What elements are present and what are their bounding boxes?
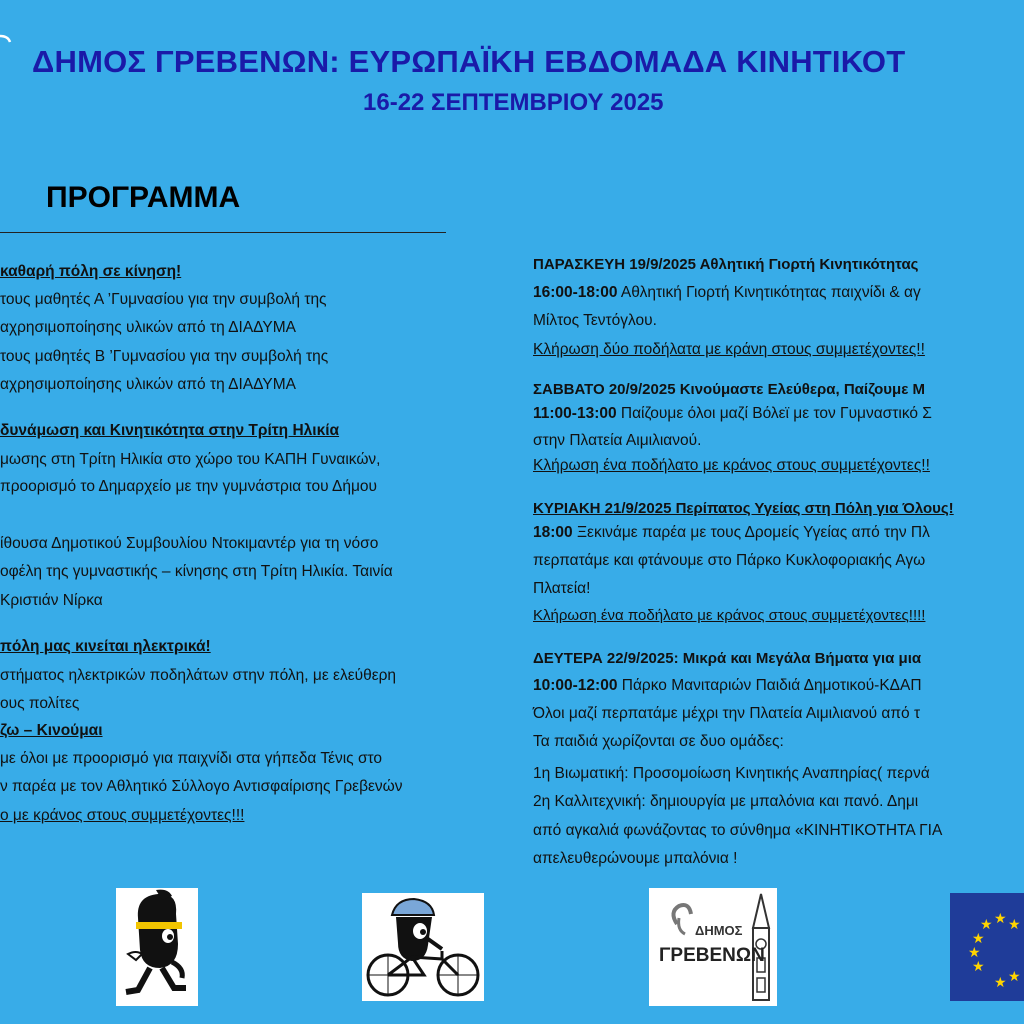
cyclist-mascot-icon — [362, 893, 484, 1001]
svg-text:★: ★ — [1008, 969, 1021, 985]
eu-flag-logo — [950, 893, 1024, 1001]
text-line: Κριστιάν Νίρκα — [0, 592, 103, 609]
municipality-logo-word: ΔΗΜΟΣ — [695, 923, 743, 938]
corner-mark-icon — [0, 34, 14, 48]
text-line: 2η Καλλιτεχνική: δημιουργία με μπαλόνια και πανό. Δημι — [533, 793, 919, 810]
svg-text:★: ★ — [972, 931, 985, 947]
raffle-line: ο με κράνος στους συμμετέχοντες!!! — [0, 807, 245, 824]
svg-text:★: ★ — [994, 911, 1007, 927]
event-dates: 16-22 ΣΕΠΤΕΜΒΡΙΟΥ 2025 — [363, 89, 664, 116]
sunday-time: 18:00 — [533, 524, 573, 541]
friday-text: Αθλητική Γιορτή Κινητικότητας παιχνίδι & αγ — [617, 284, 921, 301]
text-line: προορισμό το Δημαρχείο με την γυμνάστρια του Δήμου — [0, 478, 377, 495]
runner-mascot-logo — [116, 888, 198, 1006]
section-clean-city-heading: καθαρή πόλη σε κίνηση! — [0, 263, 182, 280]
text-line: Τα παιδιά χωρίζονται σε δυο ομάδες: — [533, 733, 784, 750]
sunday-raffle: Κλήρωση ένα ποδήλατο με κράνος στους συμμετέχοντες!!!! — [533, 607, 926, 624]
saturday-time: 11:00-13:00 — [533, 405, 617, 422]
saturday-raffle: Κλήρωση ένα ποδήλατο με κράνος στους συμμετέχοντες!! — [533, 457, 930, 474]
friday-line-1 — [533, 284, 921, 302]
text-line: στην Πλατεία Αιμιλιανού. — [533, 432, 702, 449]
text-line: Πλατεία! — [533, 580, 591, 597]
sunday-heading: ΚΥΡΙΑΚΗ 21/9/2025 Περίπατος Υγείας στη Πόλη για Όλους! — [533, 500, 954, 517]
text-line: αχρησιμοποίησης υλικών από τη ΔΙΑΔΥΜΑ — [0, 319, 296, 336]
friday-time: 16:00-18:00 — [533, 284, 618, 301]
text-line: ίθουσα Δημοτικού Συμβουλίου Ντοκιμαντέρ για τη νόσο — [0, 535, 379, 552]
text-line: Όλοι μαζί περπατάμε μέχρι την Πλατεία Αιμιλιανού από τ — [533, 705, 921, 722]
text-line: περπατάμε και φτάνουμε στο Πάρκο Κυκλοφοριακής Αγω — [533, 552, 926, 569]
text-line: τους μαθητές Β ’Γυμνασίου για την συμβολή της — [0, 348, 329, 365]
text-line: ους πολίτες — [0, 695, 80, 712]
cyclist-mascot-logo — [362, 893, 484, 1001]
text-line: στήματος ηλεκτρικών ποδηλάτων στην πόλη, με ελεύθερη — [0, 667, 397, 684]
monday-heading: ΔΕΥΤΕΡΑ 22/9/2025: Μικρά και Μεγάλα Βήματα για μια — [533, 650, 922, 667]
sunday-line-1 — [533, 524, 930, 542]
svg-text:★: ★ — [968, 945, 981, 961]
text-line: με όλοι με προορισμό για παιχνίδι στα γήπεδα Τένις στο — [0, 750, 383, 767]
text-line: μωσης στη Τρίτη Ηλικία στο χώρο του ΚΑΠΗ Γυναικών, — [0, 451, 381, 468]
monday-text: Πάρκο Μανιταριών Παιδιά Δημοτικού-ΚΔΑΠ — [617, 677, 922, 694]
text-line: από αγκαλιά φωνάζοντας το σύνθημα «ΚΙΝΗΤΙΚΟΤΗΤΑ ΓΙΑ — [533, 822, 943, 839]
page-title: ΔΗΜΟΣ ΓΡΕΒΕΝΩΝ: ΕΥΡΩΠΑΪΚΗ ΕΒΔΟΜΑΔΑ ΚΙΝΗΤΙΚΟΤ — [32, 44, 906, 79]
text-line: Μίλτος Τεντόγλου. — [533, 312, 657, 329]
monday-time: 10:00-12:00 — [533, 677, 618, 694]
section-elderly-heading: δυνάμωση και Κινητικότητα στην Τρίτη Ηλικία — [0, 422, 340, 439]
section-electric-heading: πόλη μας κινείται ηλεκτρικά! — [0, 638, 211, 655]
saturday-text: Παίζουμε όλοι μαζί Βόλεϊ με τον Γυμναστικό Σ — [616, 405, 932, 422]
runner-mascot-icon — [116, 888, 198, 1006]
eu-flag-icon — [950, 893, 1024, 1001]
svg-text:★: ★ — [972, 959, 985, 975]
friday-raffle: Κλήρωση δύο ποδήλατα με κράνη στους συμμετέχοντες!! — [533, 341, 925, 358]
text-line: 1η Βιωματική: Προσομοίωση Κινητικής Αναπηρίας( περνά — [533, 765, 930, 782]
saturday-line-1 — [533, 405, 932, 423]
svg-text:★: ★ — [994, 975, 1007, 991]
text-line: τους μαθητές Α ’Γυμνασίου για την συμβολή της — [0, 291, 327, 308]
municipality-logo — [649, 888, 777, 1006]
text-line: απελευθερώνουμε μπαλόνια ! — [533, 850, 738, 867]
saturday-heading: ΣΑΒΒΑΤΟ 20/9/2025 Κινούμαστε Ελεύθερα, Παίζουμε Μ — [533, 381, 925, 398]
program-divider — [0, 232, 446, 233]
municipality-logo-name: ΓΡΕΒΕΝΩΝ — [659, 945, 765, 966]
friday-heading: ΠΑΡΑΣΚΕΥΗ 19/9/2025 Αθλητική Γιορτή Κινητικότητας — [533, 256, 919, 273]
section-play-move-heading: ζω – Κινούμαι — [0, 722, 103, 739]
text-line: οφέλη της γυμναστικής – κίνησης στη Τρίτη Ηλικία. Ταινία — [0, 563, 393, 580]
svg-text:★: ★ — [980, 917, 993, 933]
svg-text:★: ★ — [1008, 917, 1021, 933]
monday-line-1 — [533, 677, 922, 695]
text-line: ν παρέα με τον Αθλητικό Σύλλογο Αντισφαίρισης Γρεβενών — [0, 778, 403, 795]
sunday-text: Ξεκινάμε παρέα με τους Δρομείς Υγείας από την Πλ — [572, 524, 930, 541]
program-heading: ΠΡΟΓΡΑΜΜΑ — [46, 181, 241, 214]
text-line: αχρησιμοποίησης υλικών από τη ΔΙΑΔΥΜΑ — [0, 376, 296, 393]
